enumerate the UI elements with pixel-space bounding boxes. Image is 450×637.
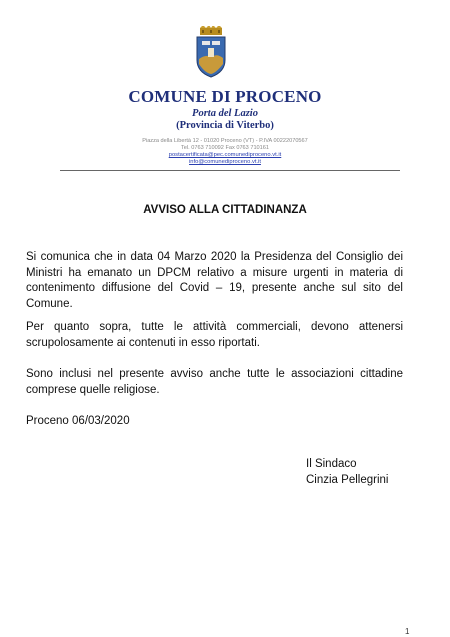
municipality-name: COMUNE DI PROCENO (128, 87, 322, 106)
pec-email-link[interactable]: postacertificata@pec.comunediproceno.vt.it (168, 152, 282, 158)
place-date: Proceno 06/03/2020 (26, 415, 130, 427)
notice-paragraph-2: Per quanto sopra, tutte le attività commerciali, devono attenersi scrupolosamente ai contenuti in esso riportati. (26, 321, 403, 349)
phone-fax-line: Tel. 0763 710092 Fax 0763 710161 (180, 145, 270, 151)
notice-title: AVVISO ALLA CITTADINANZA (143, 204, 307, 216)
province-label: (Provincia di Viterbo) (176, 120, 274, 131)
info-email-link[interactable]: info@comunediproceno.vt.it (189, 159, 261, 165)
address-line: Piazza della Libertà 12 - 01020 Proceno (VT) - P.IVA 00222070567 (142, 138, 308, 144)
notice-paragraph-1: Si comunica che in data 04 Marzo 2020 la Presidenza del Consiglio dei Ministri ha emanato un DPCM relativo a misure urgenti in materia di contenimento diffusione del Covid – 19, presente anche sul sito del Comune. (26, 251, 403, 310)
municipality-motto: Porta del Lazio (192, 108, 258, 119)
page-number: 1 (405, 627, 410, 636)
header-divider (60, 170, 400, 171)
signature-name: Cinzia Pellegrini (306, 474, 389, 486)
municipal-crest-icon (194, 26, 228, 78)
signature-role: Il Sindaco (306, 458, 357, 470)
notice-paragraph-3: Sono inclusi nel presente avviso anche tutte le associazioni cittadine comprese quelle religiose. (26, 368, 403, 396)
